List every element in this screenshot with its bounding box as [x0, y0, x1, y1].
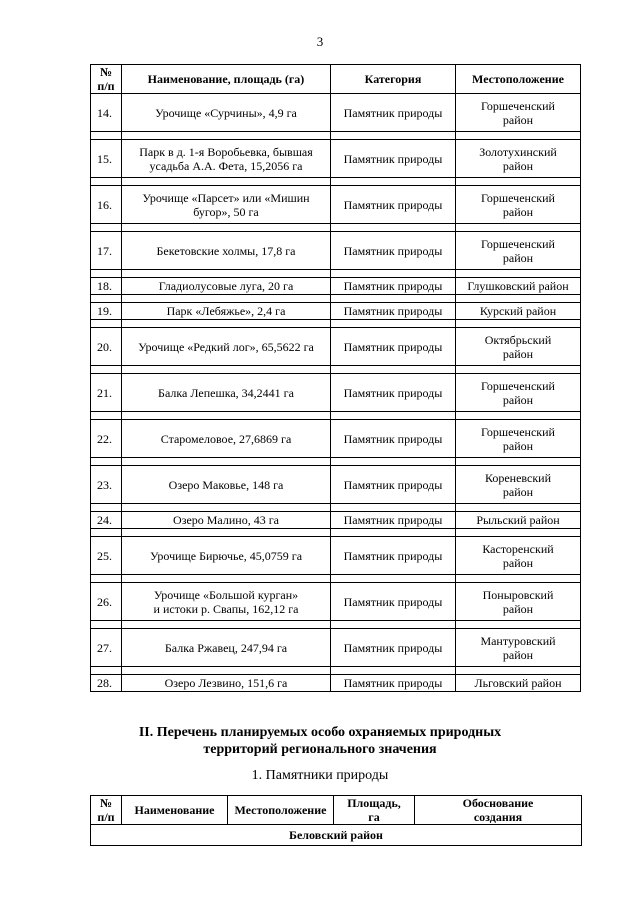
table-row: [91, 583, 581, 621]
cell-category: Памятник природы: [331, 512, 456, 529]
spacer-cell: [456, 178, 581, 186]
spacer-row: [91, 366, 581, 374]
spacer-cell: [331, 320, 456, 328]
spacer-cell: [456, 667, 581, 675]
spacer-cell: [456, 366, 581, 374]
spacer-cell: [122, 504, 331, 512]
spacer-cell: [331, 132, 456, 140]
table-row: [91, 537, 581, 575]
spacer-cell: [331, 224, 456, 232]
spacer-cell: [331, 621, 456, 629]
cell-num: 26.: [91, 583, 122, 621]
table-row: [91, 186, 581, 224]
table-row: [91, 374, 581, 412]
cell-location: Горшеченский район: [456, 186, 581, 224]
header-area: Площадь, га: [334, 796, 415, 825]
spacer-cell: [456, 458, 581, 466]
spacer-cell: [331, 504, 456, 512]
spacer-cell: [91, 270, 122, 278]
spacer-cell: [456, 621, 581, 629]
spacer-cell: [456, 575, 581, 583]
cell-name: Гладиолусовые луга, 20 га: [122, 278, 331, 295]
spacer-cell: [331, 529, 456, 537]
cell-location: Горшеченский район: [456, 374, 581, 412]
header-name: Наименование: [122, 796, 228, 825]
spacer-row: [91, 667, 581, 675]
spacer-row: [91, 270, 581, 278]
spacer-cell: [122, 529, 331, 537]
spacer-cell: [122, 621, 331, 629]
spacer-cell: [91, 320, 122, 328]
cell-location: Октябрьский район: [456, 328, 581, 366]
cell-num: 16.: [91, 186, 122, 224]
cell-num: 15.: [91, 140, 122, 178]
cell-num: 27.: [91, 629, 122, 667]
cell-location: Льговский район: [456, 675, 581, 692]
cell-location: Касторенский район: [456, 537, 581, 575]
district-row: [91, 825, 582, 846]
cell-category: Памятник природы: [331, 420, 456, 458]
spacer-row: [91, 132, 581, 140]
spacer-cell: [331, 178, 456, 186]
table-row: [91, 232, 581, 270]
spacer-cell: [122, 458, 331, 466]
cell-category: Памятник природы: [331, 374, 456, 412]
cell-name: Озеро Малино, 43 га: [122, 512, 331, 529]
spacer-row: [91, 529, 581, 537]
spacer-cell: [122, 270, 331, 278]
spacer-cell: [91, 366, 122, 374]
cell-num: 17.: [91, 232, 122, 270]
spacer-cell: [122, 320, 331, 328]
cell-name: Урочище Бирючье, 45,0759 га: [122, 537, 331, 575]
cell-name: Урочище «Сурчины», 4,9 га: [122, 94, 331, 132]
page-number: 3: [316, 34, 324, 49]
cell-num: 23.: [91, 466, 122, 504]
cell-location: Золотухинский район: [456, 140, 581, 178]
cell-location: Поныровский район: [456, 583, 581, 621]
spacer-row: [91, 575, 581, 583]
spacer-cell: [456, 320, 581, 328]
spacer-cell: [331, 366, 456, 374]
cell-num: 25.: [91, 537, 122, 575]
section-title: II. Перечень планируемых особо охраняемых природных территорий регионального значения: [138, 725, 502, 757]
spacer-row: [91, 458, 581, 466]
cell-name: Старомеловое, 27,6869 га: [122, 420, 331, 458]
spacer-row: [91, 178, 581, 186]
cell-num: 14.: [91, 94, 122, 132]
spacer-cell: [331, 575, 456, 583]
cell-category: Памятник природы: [331, 466, 456, 504]
header-justification: Обоснование создания: [415, 796, 582, 825]
subsection-title: 1. Памятники природы: [251, 768, 389, 783]
cell-category: Памятник природы: [331, 583, 456, 621]
spacer-cell: [456, 504, 581, 512]
spacer-cell: [91, 132, 122, 140]
cell-num: 24.: [91, 512, 122, 529]
spacer-cell: [456, 529, 581, 537]
table-header-row: [91, 65, 581, 94]
table-row: [91, 675, 581, 692]
cell-category: Памятник природы: [331, 232, 456, 270]
cell-location: Кореневский район: [456, 466, 581, 504]
spacer-cell: [456, 132, 581, 140]
spacer-cell: [122, 178, 331, 186]
table-row: [91, 94, 581, 132]
spacer-cell: [456, 270, 581, 278]
cell-location: Рыльский район: [456, 512, 581, 529]
cell-name: Парк «Лебяжье», 2,4 га: [122, 303, 331, 320]
table-row: [91, 512, 581, 529]
cell-category: Памятник природы: [331, 303, 456, 320]
header-location: Местоположение: [456, 65, 581, 94]
cell-category: Памятник природы: [331, 675, 456, 692]
spacer-cell: [122, 667, 331, 675]
header-num: № п/п: [91, 65, 122, 94]
table-row: [91, 466, 581, 504]
spacer-cell: [331, 295, 456, 303]
spacer-cell: [456, 295, 581, 303]
spacer-row: [91, 412, 581, 420]
table-row: [91, 278, 581, 295]
cell-name: Урочище «Парсет» или «Мишин бугор», 50 га: [122, 186, 331, 224]
cell-category: Памятник природы: [331, 328, 456, 366]
protected-areas-table: [90, 64, 581, 692]
spacer-row: [91, 320, 581, 328]
table-header-row: [91, 796, 582, 825]
spacer-cell: [331, 667, 456, 675]
spacer-cell: [122, 132, 331, 140]
cell-name: Балка Ржавец, 247,94 га: [122, 629, 331, 667]
cell-location: Курский район: [456, 303, 581, 320]
spacer-cell: [91, 529, 122, 537]
spacer-row: [91, 504, 581, 512]
spacer-cell: [91, 575, 122, 583]
spacer-cell: [331, 458, 456, 466]
cell-location: Горшеченский район: [456, 232, 581, 270]
spacer-cell: [331, 270, 456, 278]
spacer-cell: [91, 224, 122, 232]
district-name: Беловский район: [91, 825, 582, 846]
cell-name: Бекетовские холмы, 17,8 га: [122, 232, 331, 270]
spacer-row: [91, 621, 581, 629]
cell-category: Памятник природы: [331, 94, 456, 132]
header-location: Местоположение: [228, 796, 334, 825]
cell-category: Памятник природы: [331, 537, 456, 575]
spacer-row: [91, 295, 581, 303]
cell-name: Урочище «Большой курган» и истоки р. Свапы, 162,12 га: [122, 583, 331, 621]
spacer-cell: [91, 295, 122, 303]
cell-num: 21.: [91, 374, 122, 412]
spacer-cell: [91, 667, 122, 675]
cell-category: Памятник природы: [331, 278, 456, 295]
spacer-cell: [91, 178, 122, 186]
header-name: Наименование, площадь (га): [122, 65, 331, 94]
cell-name: Озеро Маковье, 148 га: [122, 466, 331, 504]
spacer-cell: [456, 412, 581, 420]
table-row: [91, 328, 581, 366]
spacer-cell: [331, 412, 456, 420]
cell-location: Мантуровский район: [456, 629, 581, 667]
spacer-cell: [122, 575, 331, 583]
cell-category: Памятник природы: [331, 629, 456, 667]
planned-areas-table: [90, 795, 582, 846]
cell-name: Парк в д. 1-я Воробьевка, бывшая усадьба А.А. Фета, 15,2056 га: [122, 140, 331, 178]
cell-location: Горшеченский район: [456, 94, 581, 132]
cell-num: 18.: [91, 278, 122, 295]
cell-name: Урочище «Редкий лог», 65,5622 га: [122, 328, 331, 366]
spacer-cell: [122, 295, 331, 303]
spacer-row: [91, 224, 581, 232]
cell-location: Горшеченский район: [456, 420, 581, 458]
cell-num: 20.: [91, 328, 122, 366]
spacer-cell: [456, 224, 581, 232]
spacer-cell: [122, 366, 331, 374]
cell-category: Памятник природы: [331, 186, 456, 224]
spacer-cell: [91, 504, 122, 512]
cell-num: 28.: [91, 675, 122, 692]
cell-num: 22.: [91, 420, 122, 458]
cell-num: 19.: [91, 303, 122, 320]
spacer-cell: [122, 412, 331, 420]
table-row: [91, 303, 581, 320]
cell-name: Озеро Лезвино, 151,6 га: [122, 675, 331, 692]
cell-name: Балка Лепешка, 34,2441 га: [122, 374, 331, 412]
header-num: № п/п: [91, 796, 122, 825]
spacer-cell: [91, 621, 122, 629]
table-row: [91, 629, 581, 667]
spacer-cell: [122, 224, 331, 232]
spacer-cell: [91, 458, 122, 466]
table-row: [91, 420, 581, 458]
table-row: [91, 140, 581, 178]
cell-location: Глушковский район: [456, 278, 581, 295]
cell-category: Памятник природы: [331, 140, 456, 178]
header-category: Категория: [331, 65, 456, 94]
spacer-cell: [91, 412, 122, 420]
